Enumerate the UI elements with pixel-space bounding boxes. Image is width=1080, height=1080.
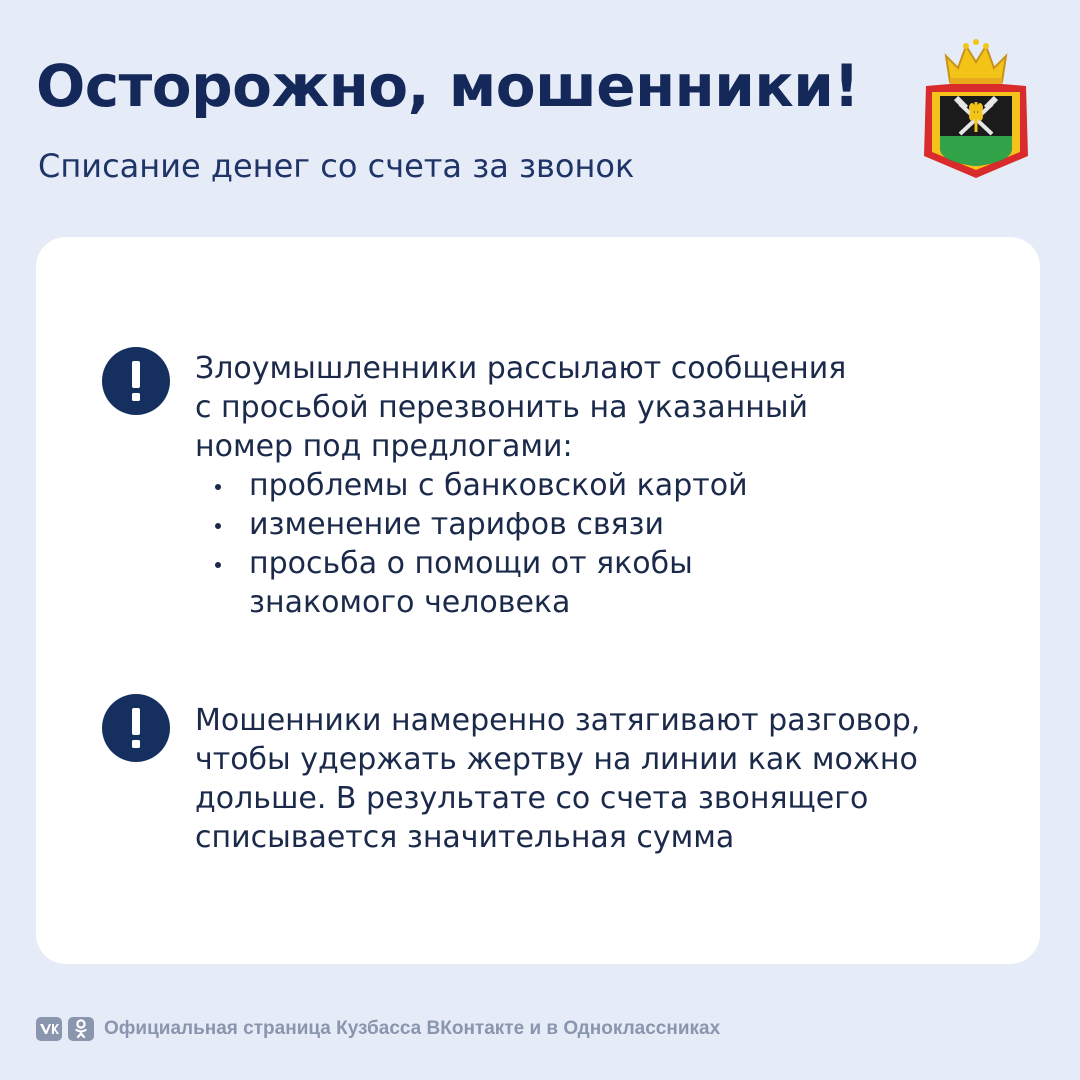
page-subtitle: Списание денег со счета за звонок: [38, 147, 635, 185]
crown-icon: [946, 39, 1006, 86]
footer-text: Официальная страница Кузбасса ВКонтакте и в Одноклассниках: [104, 1018, 721, 1039]
vk-icon[interactable]: [36, 1017, 62, 1041]
list-item-text: просьба о помощи от якобы знакомого человека: [249, 546, 693, 620]
list-item-text: изменение тарифов связи: [249, 507, 665, 542]
page-title: Осторожно, мошенники!: [36, 52, 860, 120]
list-item: [213, 505, 846, 544]
bullet-icon: [215, 523, 221, 529]
info-card: [36, 237, 1040, 964]
warning-block-2: [195, 701, 920, 857]
block-1-line: номер под предлогами:: [195, 429, 573, 464]
list-item: [213, 544, 769, 622]
odnoklassniki-icon[interactable]: [68, 1017, 94, 1041]
warning-block-1: [195, 349, 846, 622]
bullet-icon: [215, 484, 221, 490]
block-2-line: Мошенники намеренно затягивают разговор,: [195, 703, 921, 738]
block-1-line: с просьбой перезвонить на указанный: [195, 390, 809, 425]
list-item-text: проблемы с банковской картой: [249, 468, 748, 503]
exclamation-icon: [102, 694, 170, 762]
list-item: [213, 466, 846, 505]
block-2-line: дольше. В результате со счета звонящего: [195, 781, 869, 816]
bullet-icon: [215, 562, 221, 568]
block-2-line: чтобы удержать жертву на линии как можно: [195, 742, 918, 777]
block-2-line: списывается значительная сумма: [195, 820, 735, 855]
coat-of-arms-emblem: [920, 38, 1032, 180]
block-1-line: Злоумышленники рассылают сообщения: [195, 351, 847, 386]
pretext-list: [195, 466, 846, 622]
footer: [36, 1016, 720, 1042]
exclamation-icon: [102, 347, 170, 415]
